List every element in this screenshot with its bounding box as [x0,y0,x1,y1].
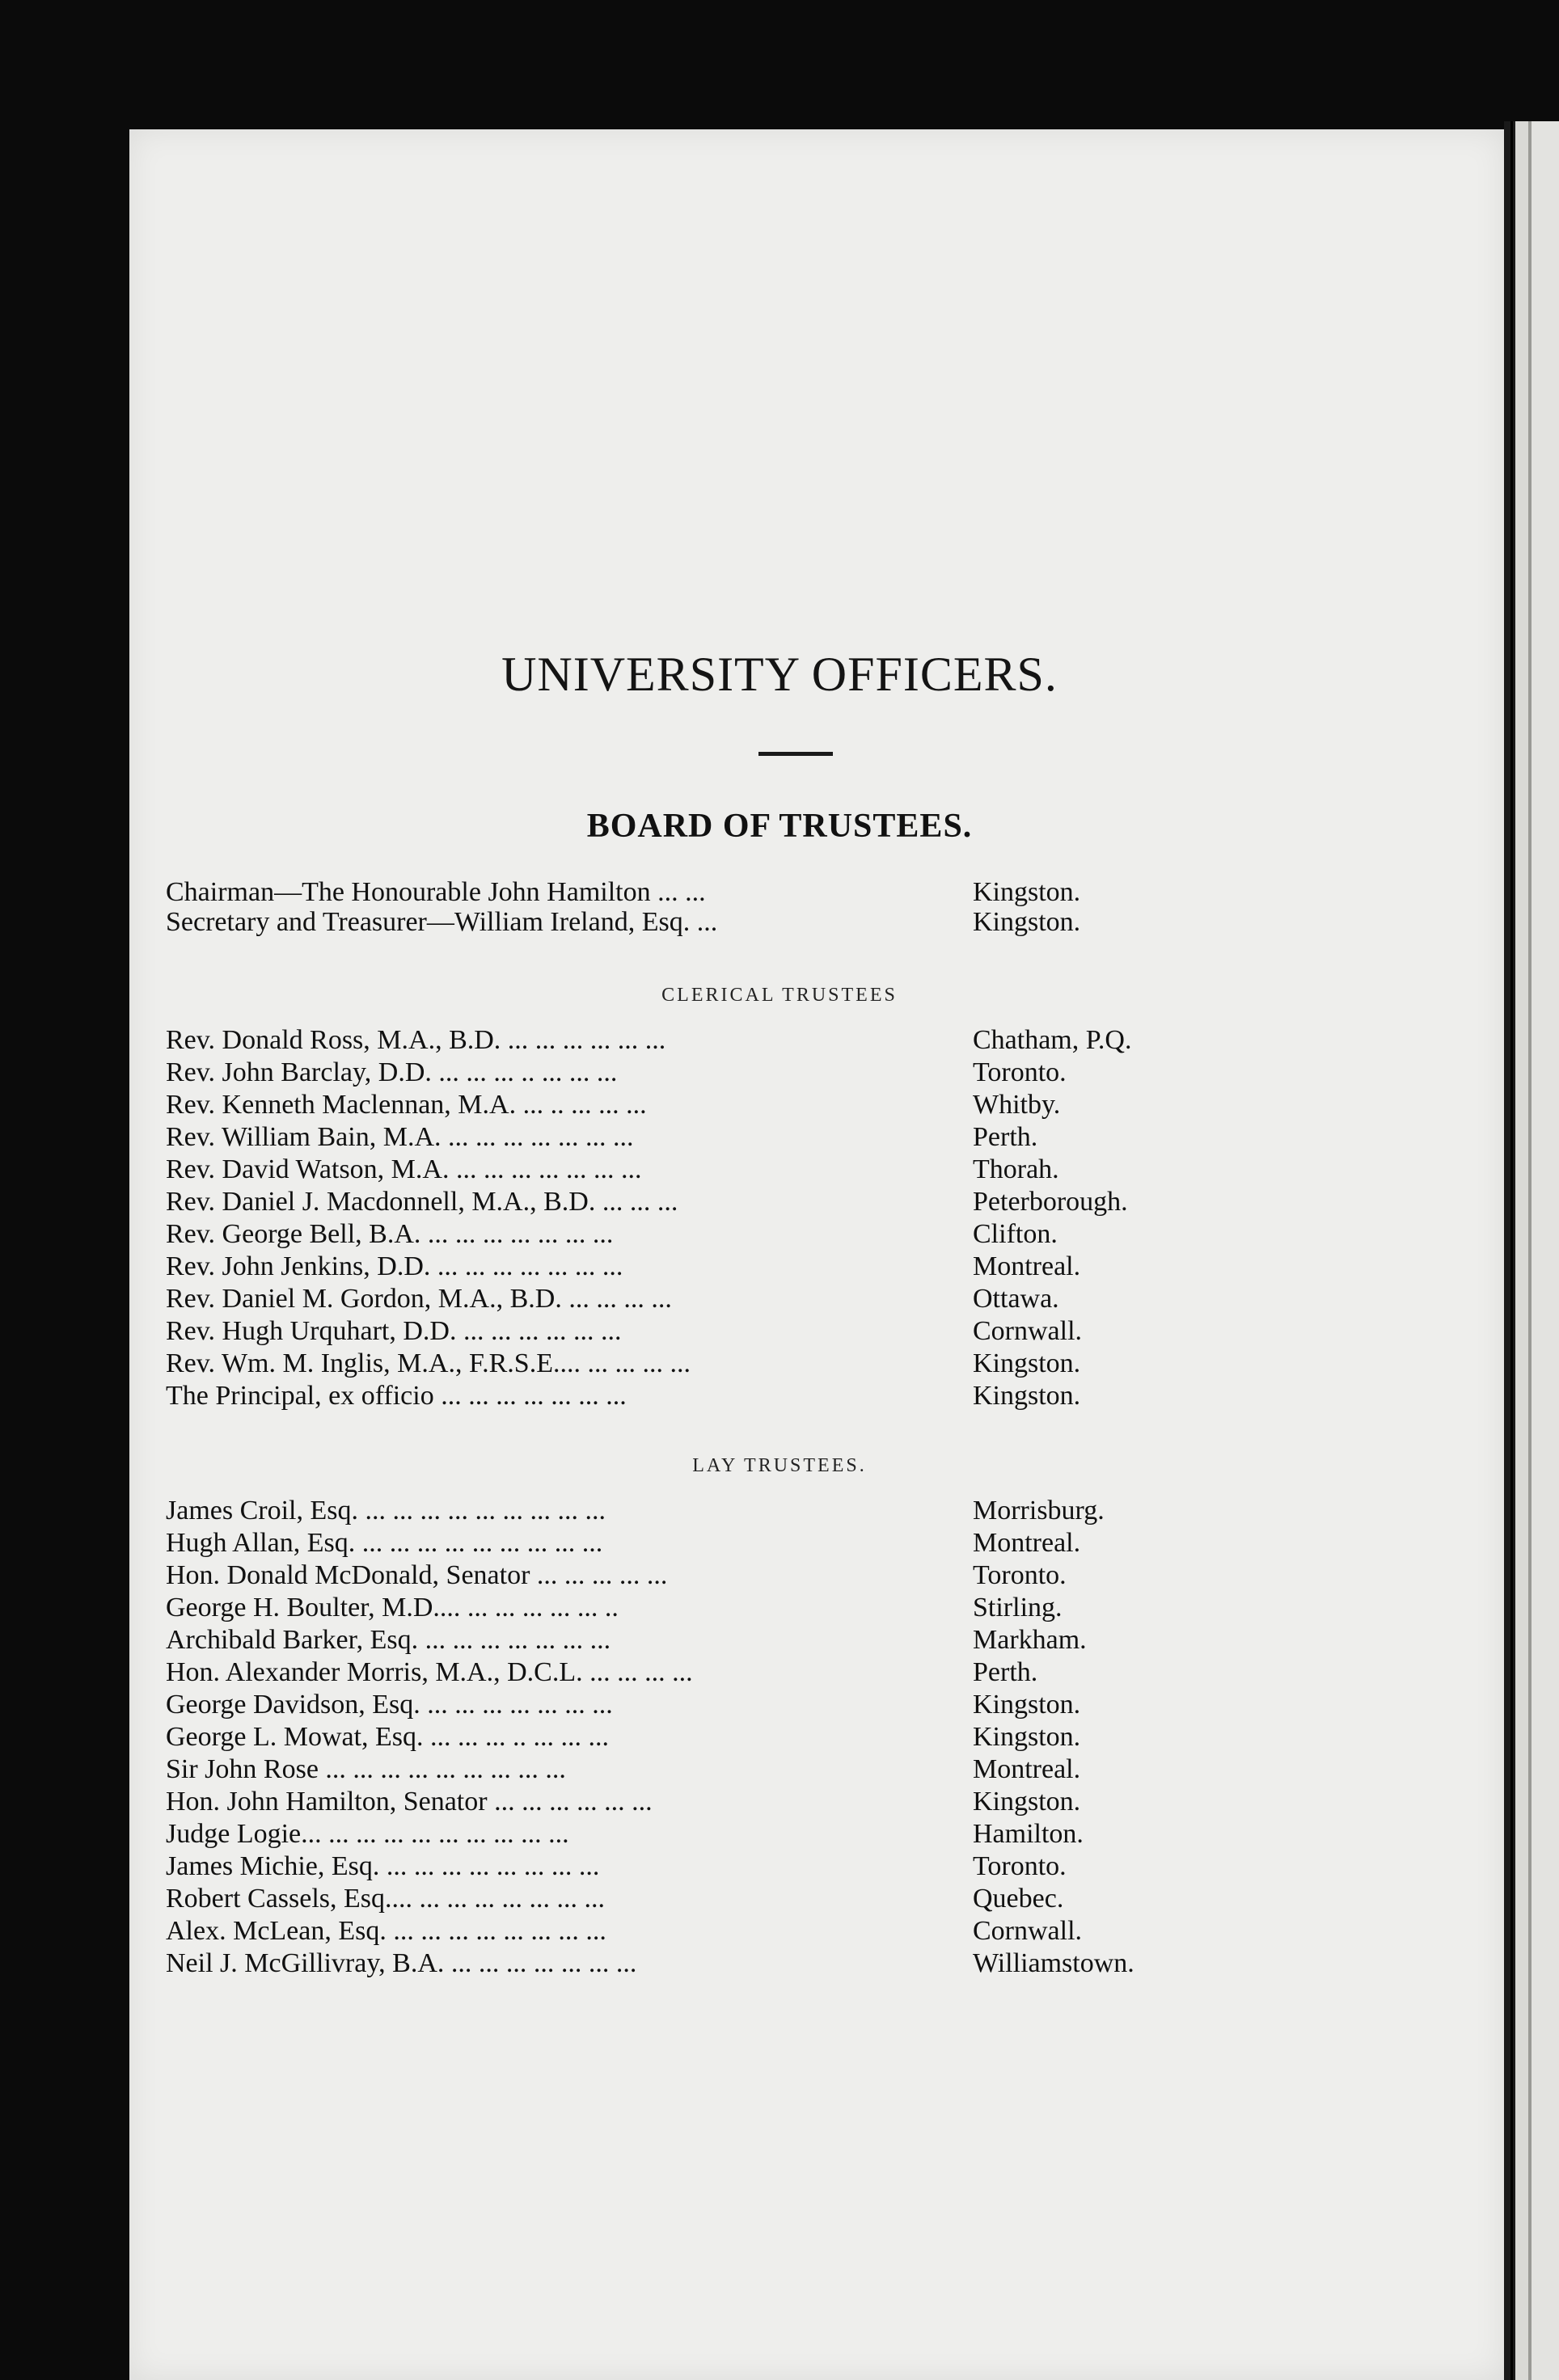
trustee-row [0,1348,1559,1381]
officer-row [0,877,1559,909]
trustee-place: Toronto. [973,1851,1067,1881]
officer-row [0,907,1559,939]
trustee-place: Ottawa. [973,1284,1059,1314]
trustee-place: Thorah. [973,1154,1059,1184]
trustee-place: Chatham, P.Q. [973,1025,1132,1055]
trustee-place: Montreal. [973,1251,1081,1281]
trustee-place: Kingston. [973,1690,1081,1720]
trustee-place: Morrisburg. [973,1496,1105,1525]
trustee-place: Kingston. [973,1381,1081,1411]
trustee-name: Sir John Rose ... ... ... ... ... ... ... ... ... [166,1754,566,1784]
trustee-row [0,1916,1559,1948]
trustee-row [0,1154,1559,1187]
trustee-place: Quebec. [973,1884,1064,1914]
trustee-place: Kingston. [973,1348,1081,1378]
page-title: UNIVERSITY OFFICERS. [501,648,1058,701]
trustee-name: Rev. George Bell, B.A. ... ... ... ... ... ... ... [166,1219,614,1249]
trustee-row [0,1754,1559,1787]
trustee-row [0,1625,1559,1657]
trustee-place: Kingston. [973,1787,1081,1817]
trustee-name: Rev. Wm. M. Inglis, M.A., F.R.S.E.... ... ... ... ... [166,1348,691,1378]
trustee-place: Cornwall. [973,1916,1083,1946]
trustee-name: The Principal, ex officio ... ... ... ... ... ... ... [166,1381,627,1411]
trustee-name: Rev. William Bain, M.A. ... ... ... ... ... ... ... [166,1122,634,1152]
trustee-name: Alex. McLean, Esq. ... ... ... ... ... ... ... ... [166,1916,606,1946]
officer-place: Kingston. [973,877,1081,907]
trustee-name: George H. Boulter, M.D.... ... ... ... ... ... .. [166,1593,619,1623]
trustee-place: Cornwall. [973,1316,1083,1346]
trustee-place: Peterborough. [973,1187,1128,1217]
trustee-place: Toronto. [973,1057,1067,1087]
trustee-row [0,1787,1559,1819]
officer-name: Secretary and Treasurer—William Ireland, Esq. ... [166,907,718,937]
trustee-row [0,1122,1559,1154]
trustee-place: Montreal. [973,1528,1081,1558]
trustee-name: Hon. John Hamilton, Senator ... ... ... ... ... ... [166,1787,653,1817]
trustee-place: Perth. [973,1122,1038,1152]
trustee-name: Archibald Barker, Esq. ... ... ... ... ... ... ... [166,1625,611,1655]
trustee-row [0,1381,1559,1413]
trustee-name: Rev. Kenneth Maclennan, M.A. ... .. ... ... ... [166,1090,647,1120]
trustee-name: Rev. John Jenkins, D.D. ... ... ... ... ... ... ... [166,1251,623,1281]
trustee-row [0,1560,1559,1593]
trustee-name: Rev. Donald Ross, M.A., B.D. ... ... ... ... ... ... [166,1025,666,1055]
trustee-name: Robert Cassels, Esq.... ... ... ... ... ... ... ... [166,1884,606,1914]
trustee-name: Neil J. McGillivray, B.A. ... ... ... ... ... ... ... [166,1948,637,1978]
trustee-row [0,1251,1559,1284]
trustee-name: Judge Logie... ... ... ... ... ... ... ... ... ... [166,1819,569,1849]
title-divider [758,752,833,756]
trustee-place: Whitby. [973,1090,1061,1120]
trustee-place: Stirling. [973,1593,1063,1623]
trustee-row [0,1593,1559,1625]
trustee-row [0,1851,1559,1884]
trustee-name: James Michie, Esq. ... ... ... ... ... ... ... ... [166,1851,600,1881]
trustee-name: Hon. Alexander Morris, M.A., D.C.L. ... ... ... ... [166,1657,693,1687]
lay-heading: LAY TRUSTEES. [692,1455,867,1476]
trustee-row [0,1219,1559,1251]
trustee-row [0,1057,1559,1090]
trustee-name: Rev. Daniel J. Macdonnell, M.A., B.D. ... ... ... [166,1187,678,1217]
trustee-name: Hugh Allan, Esq. ... ... ... ... ... ... ... ... ... [166,1528,603,1558]
trustee-row [0,1025,1559,1057]
trustee-place: Perth. [973,1657,1038,1687]
trustee-row [0,1819,1559,1851]
board-heading: BOARD OF TRUSTEES. [586,808,973,845]
trustee-place: Hamilton. [973,1819,1084,1849]
trustee-row [0,1528,1559,1560]
trustee-name: George Davidson, Esq. ... ... ... ... ... ... ... [166,1690,613,1720]
officer-place: Kingston. [973,907,1081,937]
officer-name: Chairman—The Honourable John Hamilton ... ... [166,877,706,907]
trustee-row [0,1690,1559,1722]
trustee-name: Rev. John Barclay, D.D. ... ... ... .. ... ... ... [166,1057,618,1087]
trustee-place: Williamstown. [973,1948,1134,1978]
trustee-row [0,1284,1559,1316]
clerical-heading: CLERICAL TRUSTEES [661,985,898,1006]
trustee-name: Rev. Daniel M. Gordon, M.A., B.D. ... ... ... ... [166,1284,672,1314]
trustee-row [0,1884,1559,1916]
trustee-name: Rev. David Watson, M.A. ... ... ... ... ... ... ... [166,1154,642,1184]
trustee-row [0,1090,1559,1122]
trustee-row [0,1948,1559,1981]
trustee-place: Markham. [973,1625,1087,1655]
trustee-name: George L. Mowat, Esq. ... ... ... .. ... ... ... [166,1722,610,1752]
trustee-place: Kingston. [973,1722,1081,1752]
trustee-row [0,1722,1559,1754]
trustee-row [0,1316,1559,1348]
trustee-name: James Croil, Esq. ... ... ... ... ... ... ... ... ... [166,1496,606,1525]
trustee-name: Rev. Hugh Urquhart, D.D. ... ... ... ... ... ... [166,1316,622,1346]
trustee-row [0,1187,1559,1219]
trustee-place: Montreal. [973,1754,1081,1784]
trustee-row [0,1657,1559,1690]
trustee-name: Hon. Donald McDonald, Senator ... ... ... ... ... [166,1560,668,1590]
trustee-place: Clifton. [973,1219,1058,1249]
trustee-row [0,1496,1559,1528]
trustee-place: Toronto. [973,1560,1067,1590]
